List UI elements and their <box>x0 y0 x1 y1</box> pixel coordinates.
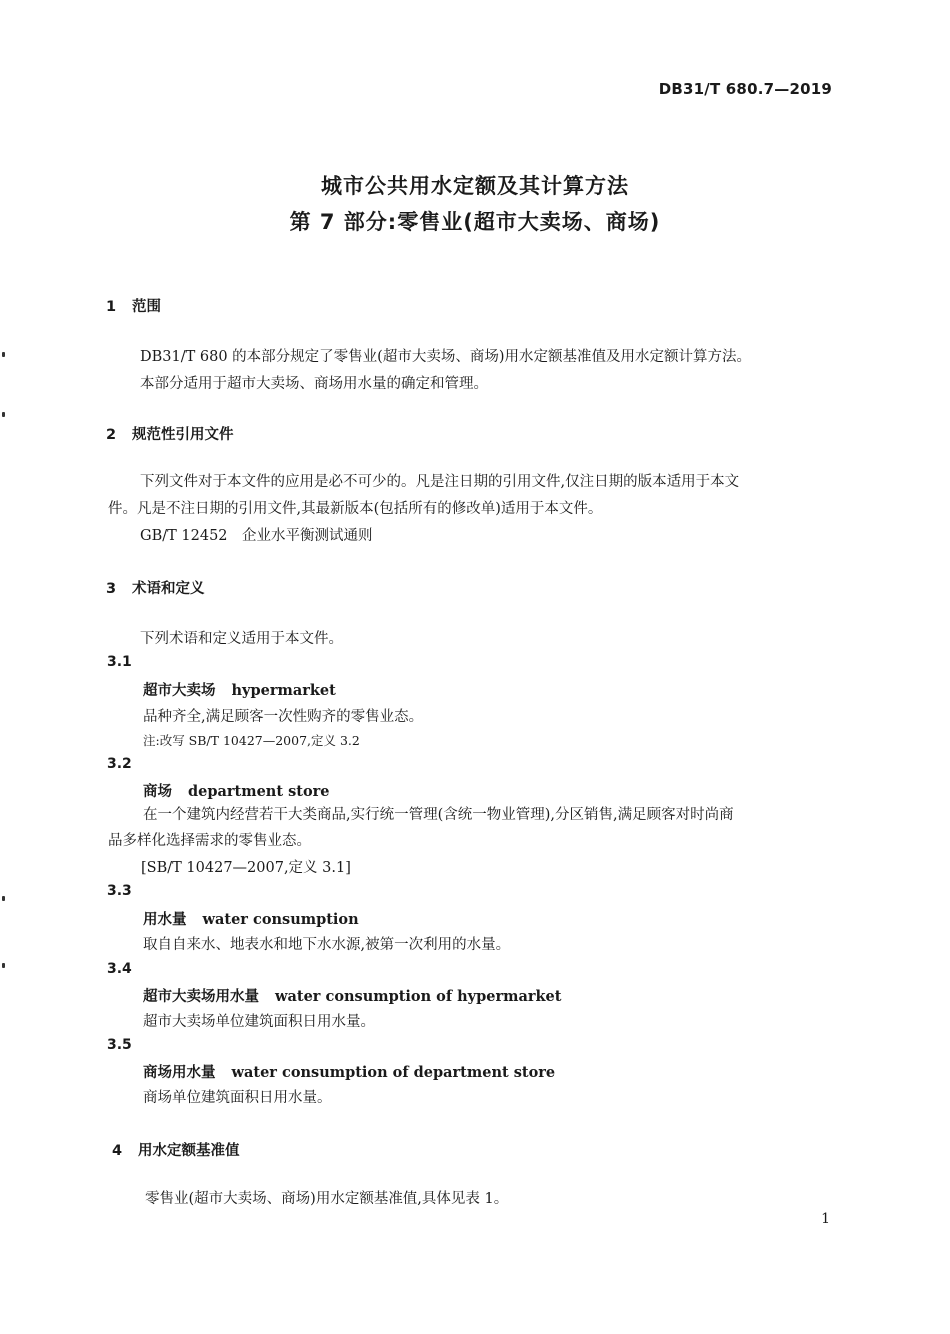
term-definition: 品种齐全,满足顾客一次性购齐的零售业态。 <box>143 709 424 725</box>
term-number: 3.1 <box>107 654 132 670</box>
title-line-1: 城市公共用水定额及其计算方法 <box>321 174 629 198</box>
term-chinese: 超市大卖场用水量 <box>143 988 259 1005</box>
normative-reference: GB/T 12452 企业水平衡测试通则 <box>140 528 373 544</box>
section-4-heading <box>112 1139 240 1160</box>
term-english: water consumption <box>202 911 359 928</box>
term-definition: 在一个建筑内经营若干大类商品,实行统一管理(含统一物业管理),分区销售,满足顾客对时尚商 <box>143 807 734 823</box>
scan-mark <box>2 352 5 357</box>
section-number: 3 <box>106 581 117 597</box>
paragraph: 下列术语和定义适用于本文件。 <box>140 631 343 647</box>
title-line-2: 第 7 部分:零售业(超市大卖场、商场) <box>289 210 661 234</box>
term-chinese: 商场用水量 <box>143 1064 216 1081</box>
section-title: 术语和定义 <box>132 581 205 597</box>
section-1-heading <box>106 295 161 316</box>
scan-mark <box>2 412 5 417</box>
term-note: 注:改写 SB/T 10427—2007,定义 3.2 <box>143 733 360 748</box>
term-source: [SB/T 10427—2007,定义 3.1] <box>141 860 351 876</box>
paragraph: 下列文件对于本文件的应用是必不可少的。凡是注日期的引用文件,仅注日期的版本适用于本文 <box>140 474 740 490</box>
term-number: 3.5 <box>107 1037 132 1053</box>
section-title: 范围 <box>132 299 161 315</box>
term-english: hypermarket <box>231 682 336 699</box>
section-number: 4 <box>112 1143 123 1159</box>
document-number: DB31/T 680.7—2019 <box>658 80 832 98</box>
term-definition-cont: 品多样化选择需求的零售业态。 <box>108 833 311 849</box>
term-entry <box>143 908 359 929</box>
term-number: 3.2 <box>107 756 132 772</box>
term-definition: 取自自来水、地表水和地下水水源,被第一次利用的水量。 <box>143 937 511 953</box>
term-chinese: 商场 <box>143 783 172 800</box>
section-title: 规范性引用文件 <box>132 427 234 443</box>
term-english: water consumption of hypermarket <box>275 988 562 1005</box>
section-number: 1 <box>106 299 117 315</box>
section-title: 用水定额基准值 <box>138 1143 240 1159</box>
section-3-heading <box>106 577 205 598</box>
term-entry <box>143 1061 555 1082</box>
term-chinese: 用水量 <box>143 911 187 928</box>
paragraph: 零售业(超市大卖场、商场)用水定额基准值,具体见表 1。 <box>145 1191 509 1207</box>
term-chinese: 超市大卖场 <box>143 682 216 699</box>
term-number: 3.4 <box>107 961 132 977</box>
term-definition: 商场单位建筑面积日用水量。 <box>143 1090 332 1106</box>
term-english: water consumption of department store <box>231 1064 556 1081</box>
scan-mark <box>2 896 5 901</box>
term-english: department store <box>188 783 330 800</box>
section-2-heading <box>106 423 234 444</box>
scan-mark <box>2 963 5 968</box>
paragraph: 本部分适用于超市大卖场、商场用水量的确定和管理。 <box>140 376 488 392</box>
term-entry <box>143 985 561 1006</box>
term-entry <box>143 780 330 801</box>
section-number: 2 <box>106 427 117 443</box>
paragraph: 件。凡是不注日期的引用文件,其最新版本(包括所有的修改单)适用于本文件。 <box>108 501 603 517</box>
paragraph: DB31/T 680 的本部分规定了零售业(超市大卖场、商场)用水定额基准值及用水定额计算方法。 <box>140 349 751 365</box>
page-number: 1 <box>821 1211 830 1227</box>
term-definition: 超市大卖场单位建筑面积日用水量。 <box>143 1014 375 1030</box>
term-entry <box>143 679 336 700</box>
term-number: 3.3 <box>107 883 132 899</box>
